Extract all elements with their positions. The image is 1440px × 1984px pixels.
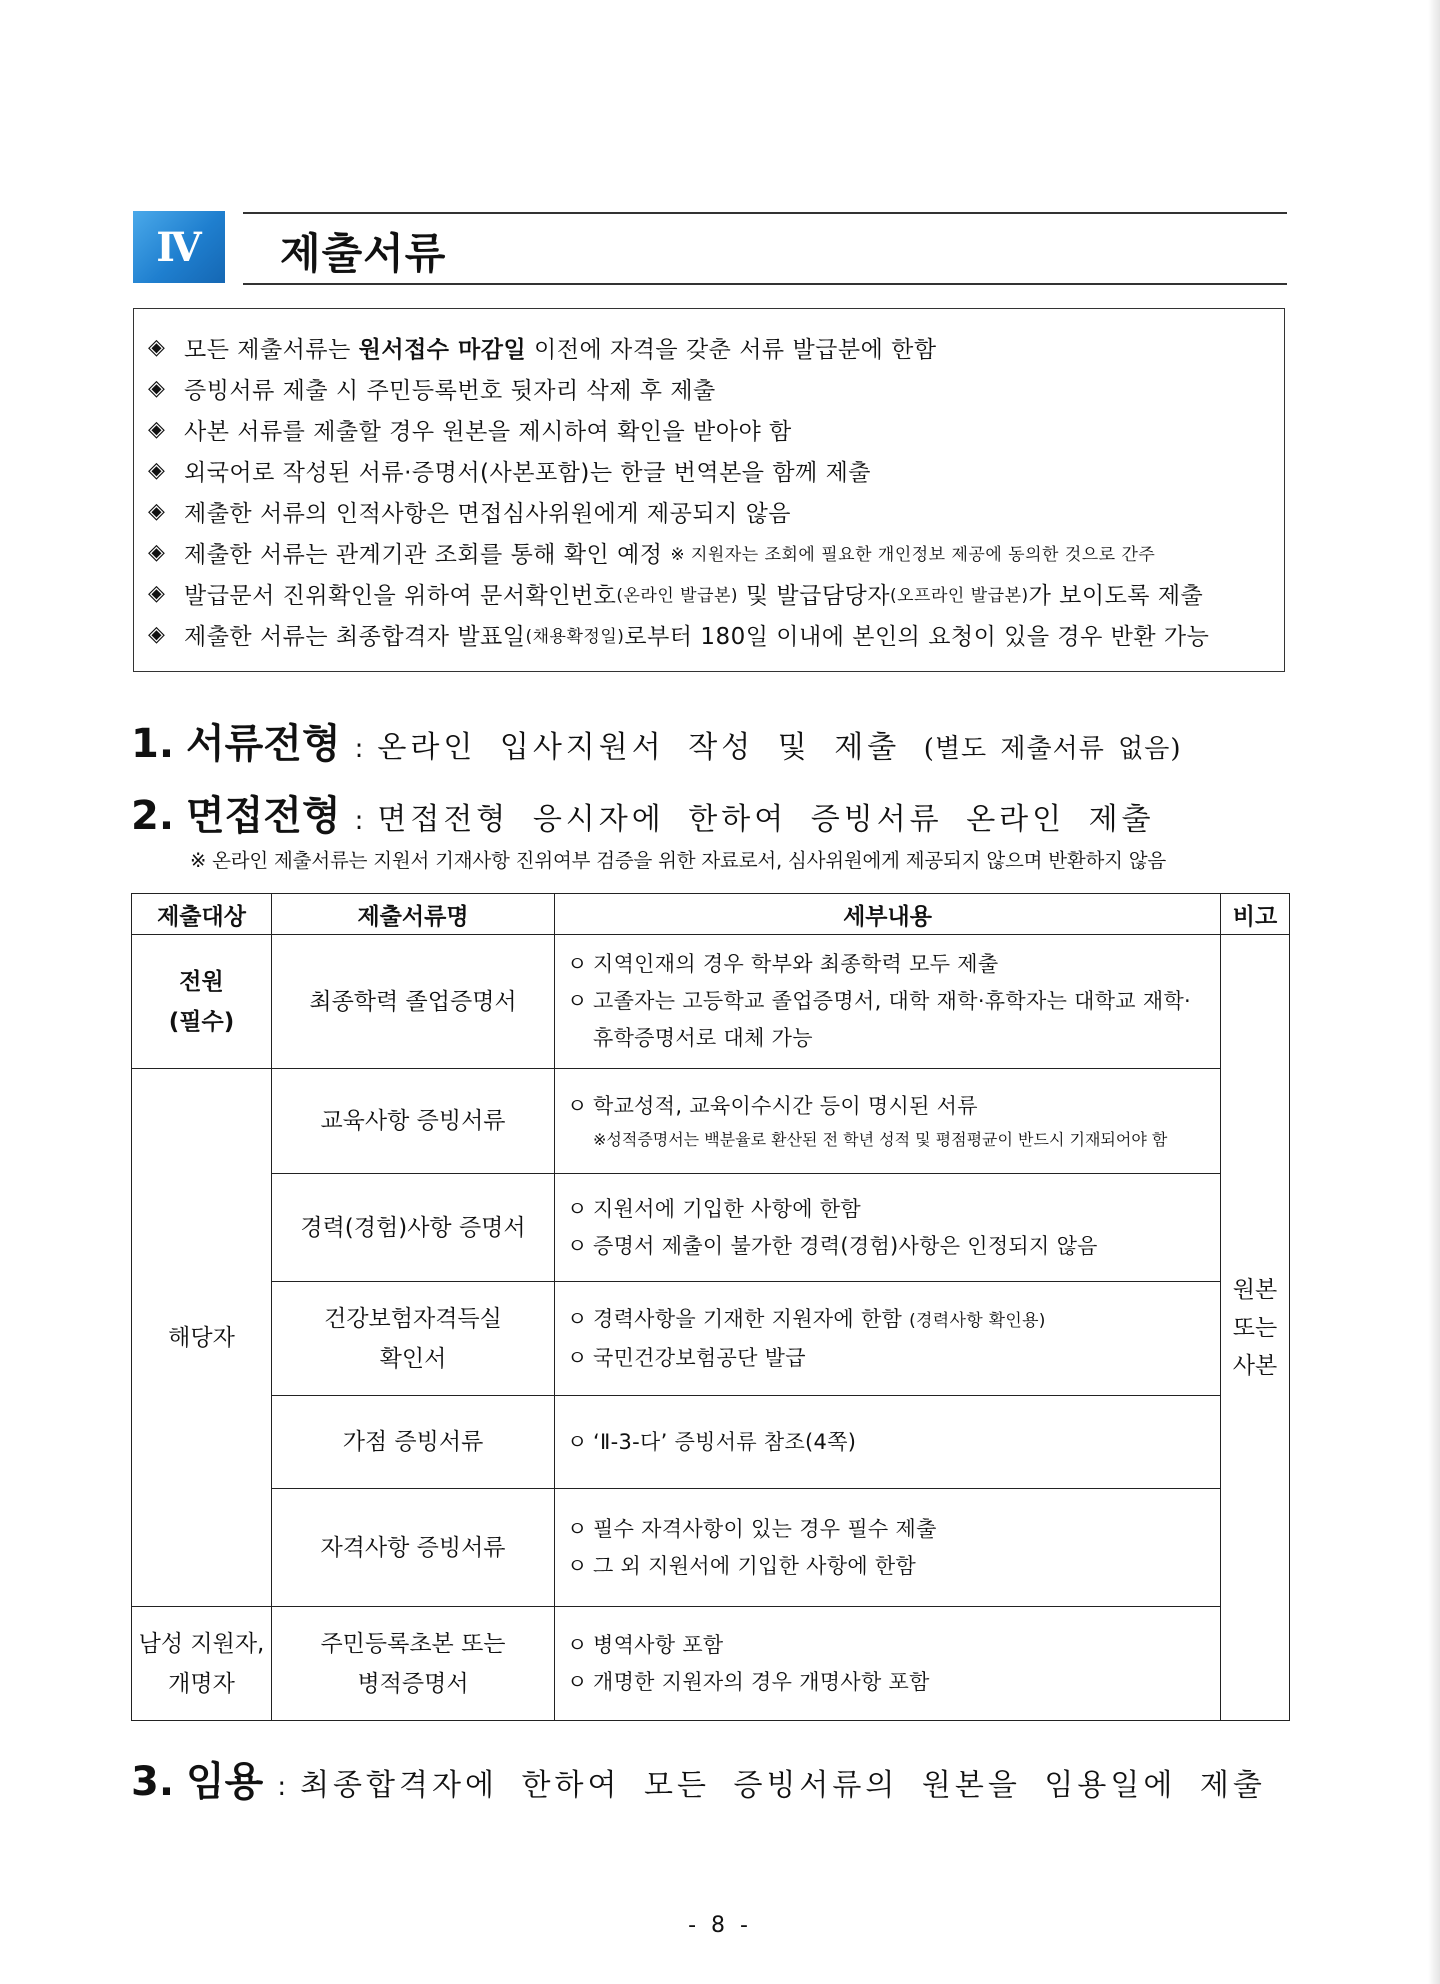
notice-text: 외국어로 작성된 서류·증명서(사본포함)는 한글 번역본을 함께 제출 <box>184 460 872 486</box>
detail-line <box>567 1511 1220 1548</box>
table-row <box>132 1069 1290 1174</box>
step-2-note: ※ 온라인 제출서류는 지원서 기재사항 진위여부 검증을 위한 자료로서, 심사위원에게 제공되지 않으며 반환하지 않음 <box>190 849 1167 872</box>
diamond-bullet-icon: ◈ <box>148 540 166 565</box>
notice-text: 로부터 180일 이내에 본인의 요청이 있을 경우 반환 가능 <box>624 624 1210 650</box>
detail-cell <box>555 1174 1221 1282</box>
notice-small-note: ※ 지원자는 조회에 필요한 개인정보 제공에 동의한 것으로 간주 <box>670 545 1156 565</box>
notice-item <box>148 409 1284 450</box>
step-colon: : <box>277 1772 287 1802</box>
target-text: 전원 <box>179 968 224 995</box>
document-name-text: 주민등록초본 또는 <box>320 1630 506 1657</box>
circle-bullet-icon: ㅇ <box>567 1093 588 1118</box>
diamond-bullet-icon: ◈ <box>148 458 166 483</box>
section-title: 제출서류 <box>280 229 447 278</box>
detail-text: ‘Ⅱ-3-다’ 증빙서류 참조(4쪽) <box>593 1429 857 1454</box>
detail-line <box>567 1340 1220 1377</box>
notice-item <box>148 573 1284 614</box>
document-name-cell: 자격사항 증빙서류 <box>272 1489 555 1607</box>
page-edge-shadow <box>1428 0 1440 1984</box>
column-header: 제출대상 <box>132 894 272 935</box>
document-name-cell: 가점 증빙서류 <box>272 1396 555 1489</box>
circle-bullet-icon: ㅇ <box>567 1669 588 1694</box>
detail-line <box>567 1424 1220 1461</box>
detail-cell <box>555 1607 1221 1721</box>
target-cell <box>132 935 272 1069</box>
detail-small-note: (경력사항 확인용) <box>909 1310 1046 1331</box>
notice-small-note: (온라인 발급본) <box>616 586 739 606</box>
notice-item <box>148 327 1284 368</box>
notice-text: 가 보이도록 제출 <box>1028 583 1204 609</box>
notice-text: 제출한 서류의 인적사항은 면접심사위원에게 제공되지 않음 <box>184 501 792 527</box>
section-numeral-badge <box>133 211 225 283</box>
step-colon: : <box>354 806 364 836</box>
diamond-bullet-icon: ◈ <box>148 376 166 401</box>
notice-text: 증빙서류 제출 시 주민등록번호 뒷자리 삭제 후 제출 <box>184 378 716 404</box>
detail-cell <box>555 1282 1221 1396</box>
circle-bullet-icon: ㅇ <box>567 952 588 976</box>
detail-line <box>567 1548 1220 1585</box>
circle-bullet-icon: ㅇ <box>567 1196 588 1221</box>
notice-item <box>148 450 1284 491</box>
column-header: 제출서류명 <box>272 894 555 935</box>
step-name: 서류전형 <box>186 721 341 767</box>
detail-line <box>567 1228 1220 1265</box>
document-name-text: 확인서 <box>379 1345 447 1372</box>
step-2-heading <box>131 784 1155 841</box>
detail-text: 병역사항 포함 <box>593 1632 724 1657</box>
target-cell <box>132 1607 272 1721</box>
note-text: 원본 <box>1232 1276 1278 1303</box>
notice-text: 이전에 자격을 갖춘 서류 발급분에 한함 <box>534 337 937 363</box>
step-name: 임용 <box>186 1759 264 1805</box>
detail-text: 개명한 지원자의 경우 개명사항 포함 <box>593 1669 930 1694</box>
detail-line <box>567 1627 1220 1664</box>
circle-bullet-icon: ㅇ <box>567 1429 588 1454</box>
document-name-cell: 최종학력 졸업증명서 <box>272 935 555 1069</box>
document-name-text: 병적증명서 <box>357 1670 469 1697</box>
notice-text: 발급문서 진위확인을 위하여 문서확인번호 <box>184 583 617 609</box>
section-rule-bottom <box>243 283 1287 285</box>
notice-text: 제출한 서류는 최종합격자 발표일 <box>184 624 526 650</box>
detail-text: 필수 자격사항이 있는 경우 필수 제출 <box>593 1516 937 1541</box>
diamond-bullet-icon: ◈ <box>148 499 166 524</box>
detail-line <box>567 946 1220 983</box>
notice-emphasis: 원서접수 마감일 <box>358 337 527 363</box>
target-cell: 해당자 <box>132 1069 272 1607</box>
detail-line <box>567 1088 1220 1125</box>
detail-line <box>567 1191 1220 1228</box>
section-numeral: Ⅳ <box>156 223 202 271</box>
diamond-bullet-icon: ◈ <box>148 417 166 442</box>
diamond-bullet-icon: ◈ <box>148 335 166 360</box>
table-row <box>132 1396 1290 1489</box>
notice-item <box>148 532 1284 573</box>
step-number: 2. <box>131 793 175 839</box>
circle-bullet-icon: ㅇ <box>567 1345 588 1370</box>
table-row <box>132 1174 1290 1282</box>
step-number: 3. <box>131 1759 175 1805</box>
detail-cell <box>555 1396 1221 1489</box>
table-row <box>132 1489 1290 1607</box>
step-name: 면접전형 <box>186 793 341 839</box>
document-name-cell <box>272 1282 555 1396</box>
detail-line <box>567 1301 1220 1340</box>
column-header: 비고 <box>1221 894 1290 935</box>
document-name-cell <box>272 1607 555 1721</box>
detail-text: 지원서에 기입한 사항에 한함 <box>593 1196 861 1221</box>
step-description: 최종합격자에 한하여 모든 증빙서류의 원본을 임용일에 제출 <box>300 1768 1266 1803</box>
diamond-bullet-icon: ◈ <box>148 622 166 647</box>
detail-line <box>567 1664 1220 1701</box>
table-row <box>132 935 1290 1069</box>
step-3-heading <box>131 1750 1266 1807</box>
circle-bullet-icon: ㅇ <box>567 1553 588 1578</box>
diamond-bullet-icon: ◈ <box>148 581 166 606</box>
note-cell <box>1221 935 1290 1721</box>
step-description-text: 온라인 입사지원서 작성 및 제출 <box>377 730 901 765</box>
section-header <box>133 211 1287 285</box>
notice-item <box>148 614 1284 655</box>
circle-bullet-icon: ㅇ <box>567 1632 588 1657</box>
detail-text: 국민건강보험공단 발급 <box>593 1345 806 1370</box>
detail-subnote: ※성적증명서는 백분율로 환산된 전 학년 성적 및 평점평균이 반드시 기재되어야 함 <box>593 1129 1168 1149</box>
notice-text: 제출한 서류는 관계기관 조회를 통해 확인 예정 <box>184 542 663 568</box>
notice-text: 모든 제출서류는 <box>184 337 351 363</box>
document-name-cell: 교육사항 증빙서류 <box>272 1069 555 1174</box>
detail-cell <box>555 1069 1221 1174</box>
documents-table <box>131 893 1290 1721</box>
step-description <box>377 722 1181 766</box>
notice-text: 및 발급담당자 <box>745 583 890 609</box>
detail-text: 증명서 제출이 불가한 경력(경험)사항은 인정되지 않음 <box>593 1233 1098 1258</box>
notice-box <box>133 308 1285 672</box>
notice-item <box>148 491 1284 532</box>
detail-text: 고졸자는 고등학교 졸업증명서, 대학 재학·휴학자는 대학교 재학· <box>593 989 1192 1013</box>
detail-text: 그 외 지원서에 기입한 사항에 한함 <box>593 1553 917 1578</box>
detail-line <box>567 983 1220 1020</box>
target-text: (필수) <box>168 1008 235 1035</box>
page-number: - 8 - <box>688 1913 752 1938</box>
step-number: 1. <box>131 721 175 767</box>
detail-cell <box>555 1489 1221 1607</box>
step-1-heading <box>131 712 1182 769</box>
notice-small-note: (오프라인 발급본) <box>890 586 1029 606</box>
detail-line: 휴학증명서로 대체 가능 <box>593 1026 813 1050</box>
detail-text: 경력사항을 기재한 지원자에 한함 <box>593 1306 910 1331</box>
target-text: 남성 지원자, <box>138 1630 265 1657</box>
notice-text: 사본 서류를 제출할 경우 원본을 제시하여 확인을 받아야 함 <box>184 419 792 445</box>
target-text: 개명자 <box>168 1670 235 1697</box>
circle-bullet-icon: ㅇ <box>567 989 588 1013</box>
step-colon: : <box>354 734 364 764</box>
section-rule-top <box>243 212 1287 214</box>
circle-bullet-icon: ㅇ <box>567 1233 588 1258</box>
detail-text: 학교성적, 교육이수시간 등이 명시된 서류 <box>593 1093 978 1118</box>
note-text: 사본 <box>1232 1352 1278 1379</box>
table-row <box>132 1282 1290 1396</box>
note-text: 또는 <box>1232 1314 1278 1341</box>
document-name-cell: 경력(경험)사항 증명서 <box>272 1174 555 1282</box>
circle-bullet-icon: ㅇ <box>567 1516 588 1541</box>
table-row <box>132 1607 1290 1721</box>
notice-small-note: (채용확정일) <box>525 627 625 647</box>
circle-bullet-icon: ㅇ <box>567 1306 588 1331</box>
step-description: 면접전형 응시자에 한하여 증빙서류 온라인 제출 <box>377 802 1155 837</box>
step-description-paren: (별도 제출서류 없음) <box>923 734 1182 764</box>
column-header: 세부내용 <box>555 894 1221 935</box>
detail-cell <box>555 935 1221 1069</box>
detail-text: 지역인재의 경우 학부와 최종학력 모두 제출 <box>593 952 999 976</box>
document-name-text: 건강보험자격득실 <box>324 1305 502 1332</box>
notice-item <box>148 368 1284 409</box>
table-header-row <box>132 894 1290 935</box>
